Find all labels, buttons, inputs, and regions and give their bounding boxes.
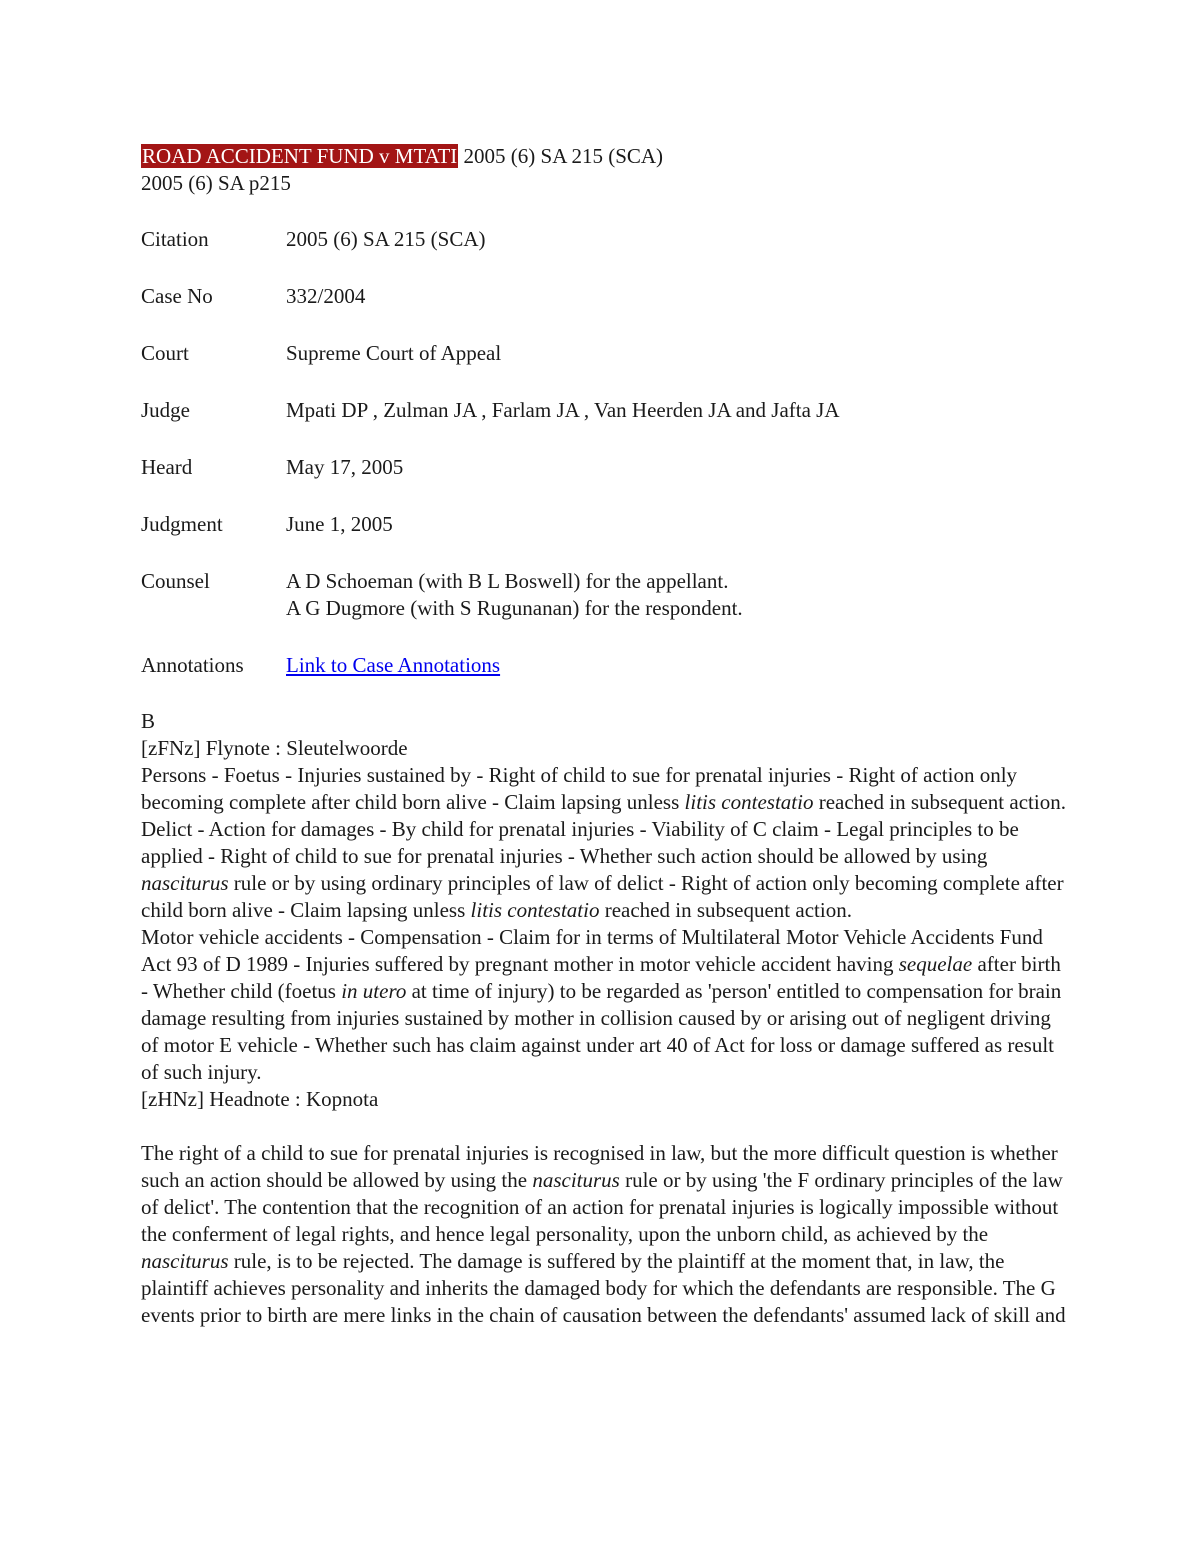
document-page <box>141 143 1071 1329</box>
margin-marker-b: B <box>141 709 156 733</box>
case-body <box>141 708 1071 1329</box>
meta-row-heard <box>141 454 1071 481</box>
page-reference: 2005 (6) SA p215 <box>141 171 291 195</box>
judgment-label: Judgment <box>141 512 223 536</box>
court-label: Court <box>141 341 189 365</box>
case-header <box>141 143 1071 197</box>
citation-label: Citation <box>141 227 209 251</box>
flynote-paragraph-motor-vehicle: Motor vehicle accidents - Compensation - Claim for in terms of Multilateral Motor Vehicle Accidents Fund Act 93 of D 1989 - Injuries suffered by pregnant mother in motor vehicle accident having sequelae after birth - Whether child (foetus in utero at time of injury) to be regarded as 'person' entitled to compensation for brain damage resulting from injuries sustained by mother in collision caused by or arising out of negligent driving of motor E vehicle - Whether such has claim against under art 40 of Act for loss or damage suffered as result of such injury. <box>141 925 1062 1084</box>
flynote-paragraph-persons: Persons - Foetus - Injuries sustained by - Right of child to sue for prenatal injuries - Right of action only becoming complete after child born alive - Claim lapsing unless litis contestatio reached in subsequent action. <box>141 763 1066 814</box>
headnote-paragraph: The right of a child to sue for prenatal injuries is recognised in law, but the more difficult question is whether such an action should be allowed by using the nasciturus rule or by using 'the F ordinary principles of the law of delict'. The contention that the recognition of an action for prenatal injuries is logically impossible without the conferment of legal rights, and hence legal personality, upon the unborn child, as achieved by the nasciturus rule, is to be rejected. The damage is suffered by the plaintiff at the moment that, in law, the plaintiff achieves personality and inherits the damaged body for which the defendants are responsible. The G events prior to birth are mere links in the chain of causation between the defendants' assumed lack of skill and <box>141 1141 1066 1327</box>
meta-row-court <box>141 340 1071 367</box>
court-value: Supreme Court of Appeal <box>286 341 502 365</box>
counsel-respondent: A G Dugmore (with S Rugunanan) for the respondent. <box>286 596 743 620</box>
flynote-paragraph-delict: Delict - Action for damages - By child for prenatal injuries - Viability of C claim - Legal principles to be applied - Right of child to sue for prenatal injuries - Whether such action should be allowed by using nasciturus rule or by using ordinary principles of law of delict - Right of action only becoming complete after child born alive - Claim lapsing unless litis contestatio reached in subsequent action. <box>141 817 1064 922</box>
meta-row-annotations <box>141 652 1071 679</box>
meta-row-citation <box>141 226 1071 253</box>
case-no-label: Case No <box>141 284 213 308</box>
judge-label: Judge <box>141 398 190 422</box>
meta-row-judgment <box>141 511 1071 538</box>
meta-row-counsel <box>141 568 1071 622</box>
judgment-value: June 1, 2005 <box>286 512 393 536</box>
case-no-value: 332/2004 <box>286 284 366 308</box>
paragraph-gap <box>141 1113 1071 1140</box>
case-title-line <box>141 143 1071 170</box>
flynote-heading: [zFNz] Flynote : Sleutelwoorde <box>141 736 408 760</box>
case-citation-suffix: 2005 (6) SA 215 (SCA) <box>458 144 664 168</box>
heard-label: Heard <box>141 455 193 479</box>
annotations-label: Annotations <box>141 653 244 677</box>
counsel-label: Counsel <box>141 569 210 593</box>
heard-value: May 17, 2005 <box>286 455 404 479</box>
headnote-heading: [zHNz] Headnote : Kopnota <box>141 1087 379 1111</box>
case-name-highlight[interactable]: ROAD ACCIDENT FUND v MTATI <box>142 144 458 168</box>
citation-value: 2005 (6) SA 215 (SCA) <box>286 227 486 251</box>
counsel-value <box>286 568 1071 622</box>
judge-value: Mpati DP , Zulman JA , Farlam JA , Van Heerden JA and Jafta JA <box>286 398 840 422</box>
case-annotations-link[interactable]: Link to Case Annotations <box>286 653 501 677</box>
meta-row-judge <box>141 397 1071 424</box>
meta-row-case-no <box>141 283 1071 310</box>
case-metadata <box>141 226 1071 679</box>
counsel-appellant: A D Schoeman (with B L Boswell) for the appellant. <box>286 569 729 593</box>
annotations-value <box>286 652 1071 679</box>
